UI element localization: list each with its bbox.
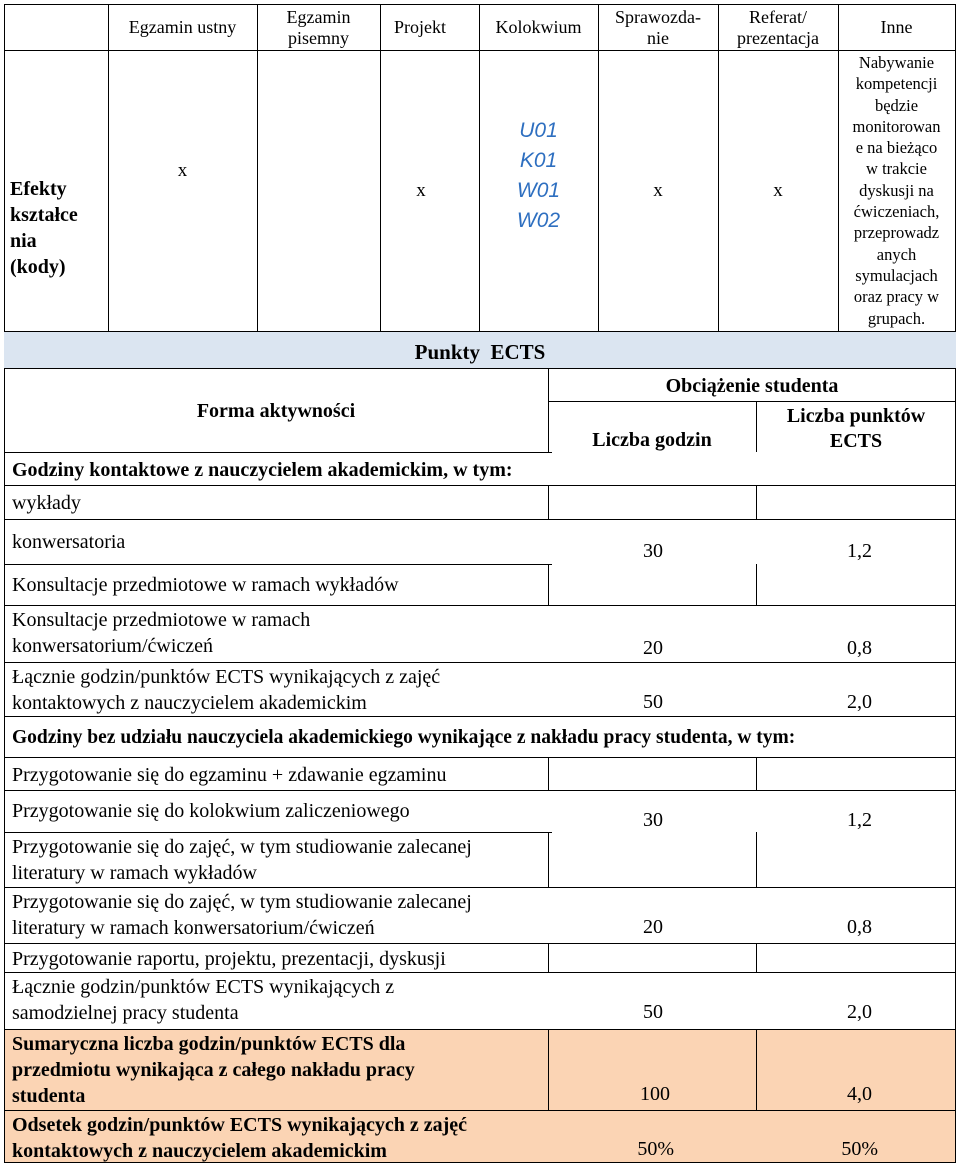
- contact-hours-header: Godziny kontaktowe z nauczycielem akademickim, w tym:: [12, 459, 513, 481]
- contact-row-hours: 30: [643, 540, 663, 562]
- header-egzamin-ustny: Egzamin ustny: [128, 17, 237, 37]
- value-sprawozdanie: x: [653, 180, 663, 201]
- header-egzamin-pisemny: Egzamin pisemny: [286, 7, 351, 48]
- self-row-points: 0,8: [847, 916, 872, 938]
- row-label-efekty: Efekty kształce nia (kody): [10, 178, 78, 278]
- contact-row-hours: 50: [643, 691, 663, 713]
- summary-percent-points: 50%: [841, 1138, 878, 1160]
- contact-row-points: 2,0: [847, 691, 872, 713]
- header-referat: Referat/ prezentacja: [737, 7, 819, 48]
- value-egzamin-ustny: x: [177, 160, 188, 181]
- self-row-hours: 50: [643, 1001, 663, 1023]
- contact-row-hours: 20: [643, 637, 663, 659]
- value-projekt: x: [416, 180, 426, 201]
- contact-row-label: wykłady: [12, 492, 81, 514]
- header-kolokwium: Kolokwium: [495, 17, 582, 37]
- header-projekt: Projekt: [394, 17, 446, 37]
- self-row-label: Przygotowanie się do kolokwium zaliczeniowego: [12, 800, 410, 822]
- contact-row-label: Konsultacje przedmiotowe w ramach konwersatorium/ćwiczeń: [12, 609, 311, 657]
- self-row-points: 2,0: [847, 1001, 872, 1023]
- forma-aktywnosci-label: Forma aktywności: [196, 400, 356, 422]
- contact-row-points: 1,2: [847, 540, 872, 562]
- self-study-header: Godziny bez udziału nauczyciela akademickiego wynikające z nakładu pracy studenta, w tym:: [12, 727, 796, 748]
- value-referat: x: [773, 180, 783, 201]
- summary-total-hours: 100: [640, 1083, 670, 1105]
- contact-row-label: Konsultacje przedmiotowe w ramach wykładów: [12, 574, 399, 596]
- value-inne: Nabywanie kompetencji będzie monitorowan e na bieżąco w trakcie dyskusji na ćwiczeniach, przeprowadz anych symulacjach oraz pracy w grupach.: [852, 53, 941, 328]
- summary-total-label: Sumaryczna liczba godzin/punktów ECTS dla przedmiotu wynikająca z całego nakładu pracy studenta: [12, 1033, 415, 1107]
- value-kolokwium-codes: U01 K01 W01 W02: [516, 119, 561, 232]
- summary-percent-hours: 50%: [637, 1138, 674, 1160]
- self-row-label: Przygotowanie się do zajęć, w tym studiowanie zalecanej literatury w ramach wykładów: [12, 836, 472, 884]
- self-row-hours: 30: [643, 809, 663, 831]
- self-row-hours: 20: [643, 916, 663, 938]
- contact-row-label: konwersatoria: [12, 531, 126, 553]
- self-row-label: Przygotowanie się do egzaminu + zdawanie egzaminu: [12, 764, 447, 786]
- self-row-points: 1,2: [847, 809, 872, 831]
- contact-row-points: 0,8: [847, 637, 872, 659]
- col-points-label: Liczba punktów ECTS: [786, 405, 926, 452]
- summary-percent-label: Odsetek godzin/punktów ECTS wynikających z zajęć kontaktowych z nauczycielem akademickim: [12, 1114, 468, 1162]
- self-row-label: Przygotowanie się do zajęć, w tym studiowanie zalecanej literatury w ramach konwersatorium/ćwiczeń: [12, 891, 472, 939]
- summary-total-points: 4,0: [847, 1083, 872, 1105]
- contact-row-label: Łącznie godzin/punktów ECTS wynikających z zajęć kontaktowych z nauczycielem akademickim: [12, 666, 441, 714]
- col-hours-label: Liczba godzin: [592, 429, 712, 451]
- header-sprawozdanie: Sprawozda- nie: [615, 7, 701, 48]
- header-inne: Inne: [880, 17, 913, 37]
- obciazenie-label: Obciążenie studenta: [665, 375, 839, 397]
- ects-title: Punkty ECTS: [414, 340, 546, 364]
- self-row-label: Przygotowanie raportu, projektu, prezentacji, dyskusji: [12, 948, 446, 970]
- self-row-label: Łącznie godzin/punktów ECTS wynikających z samodzielnej pracy studenta: [12, 976, 395, 1024]
